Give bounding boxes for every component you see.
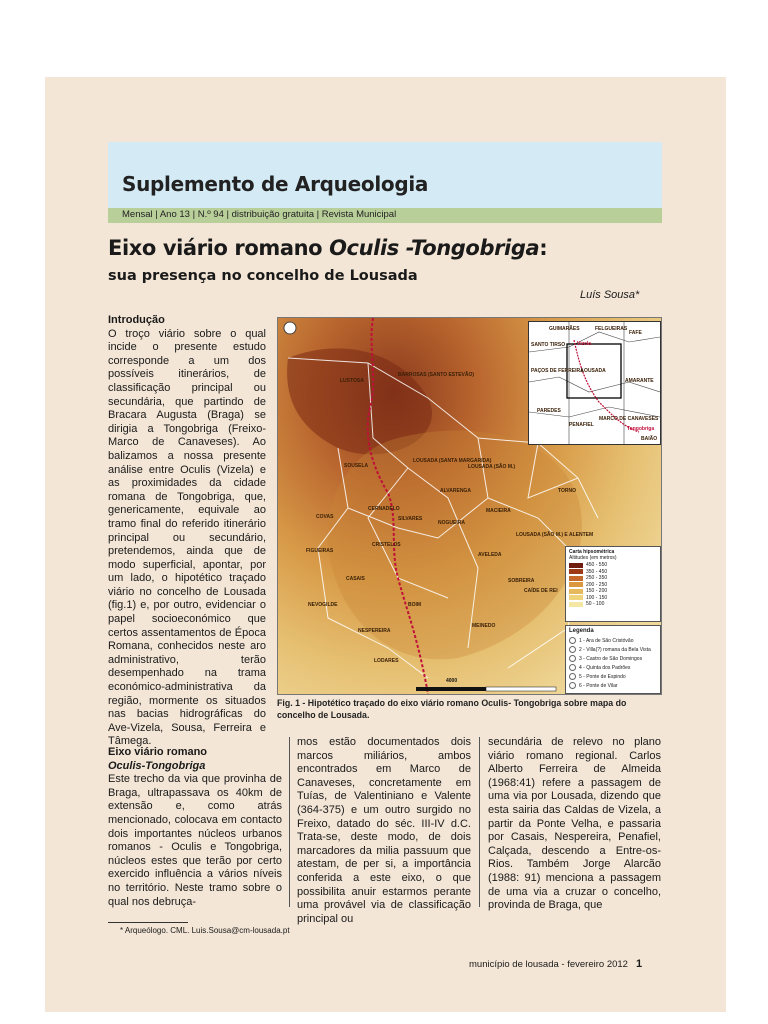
colorkey-rows bbox=[566, 562, 660, 608]
colorkey-label: 150 - 200 bbox=[586, 588, 608, 595]
legend-item bbox=[566, 663, 660, 672]
map-place-label: COVAS bbox=[316, 514, 334, 520]
legend-label: 3 - Castro de São Domingos bbox=[579, 655, 643, 662]
colorkey-swatch bbox=[569, 595, 583, 600]
page-number: 1 bbox=[635, 958, 643, 970]
colorkey-swatch bbox=[569, 589, 583, 594]
legend-circle-icon bbox=[569, 682, 576, 689]
column-1 bbox=[108, 314, 266, 749]
colorkey-label: 200 - 250 bbox=[586, 581, 608, 588]
colorkey-subtitle: Altitudes (em metros) bbox=[569, 555, 617, 561]
map-place-label: TORNO bbox=[558, 488, 576, 494]
legend-label: 2 - Villa(?) romana da Bela Vista bbox=[579, 646, 651, 653]
colorkey-label: 100 - 150 bbox=[586, 594, 608, 601]
intro-heading: Introdução bbox=[108, 314, 165, 326]
map-place-label: CERNADELO bbox=[368, 506, 400, 512]
figure-caption: Fig. 1 - Hipotético traçado do eixo viário romano Oculis- Tongobriga sobre mapa do concelho de Lousada. bbox=[277, 698, 627, 720]
legend-circle-icon bbox=[569, 655, 576, 662]
section-subheading: Oculis-Tongobriga bbox=[108, 759, 206, 772]
legend-label: 1 - Ara de São Cristóvão bbox=[579, 637, 634, 644]
legend-title: Legenda bbox=[569, 628, 594, 634]
map-place-label: MACIEIRA bbox=[486, 508, 511, 514]
map-place-label: BARROSAS (SANTO ESTEVÃO) bbox=[398, 372, 475, 378]
inset-label: PENAFIEL bbox=[569, 422, 594, 428]
inset-label: BAIÃO bbox=[641, 436, 658, 442]
map-place-label: AVELEDA bbox=[478, 552, 502, 558]
footnote-rule bbox=[108, 922, 188, 923]
colorkey-label: 250 - 350 bbox=[586, 575, 608, 582]
column-1-section bbox=[108, 746, 282, 909]
inset-label: PAREDES bbox=[537, 408, 561, 414]
map-legend bbox=[565, 625, 661, 694]
inset-label: FAFE bbox=[629, 330, 642, 336]
map-place-label: LOUSADA (SANTA MARGARIDA) bbox=[413, 458, 492, 464]
map-place-label: BOIM bbox=[408, 602, 422, 608]
inset-label: MARCO DE CANAVESES bbox=[599, 416, 659, 422]
column-2 bbox=[297, 736, 471, 926]
legend-circle-icon bbox=[569, 673, 576, 680]
legend-item bbox=[566, 681, 660, 690]
inset-label: FELGUEIRAS bbox=[595, 326, 628, 332]
article-title-plain: Eixo viário romano bbox=[108, 236, 330, 260]
section-heading: Eixo viário romano bbox=[108, 746, 208, 758]
map-place-label: SOBREIRA bbox=[508, 578, 535, 584]
supplement-title: Suplemento de Arqueologia bbox=[122, 172, 429, 196]
legend-item bbox=[566, 645, 660, 654]
article-subtitle: sua presença no concelho de Lousada bbox=[108, 268, 418, 284]
legend-circle-icon bbox=[569, 637, 576, 644]
inset-label: LOUSADA bbox=[581, 368, 606, 374]
folio bbox=[469, 958, 642, 970]
article-title-colon: : bbox=[539, 236, 548, 260]
map-place-label: LOUSADA (SÃO M.) bbox=[468, 464, 516, 470]
folio-text: município de lousada - fevereiro 2012 bbox=[469, 959, 628, 970]
altitude-color-key bbox=[565, 546, 661, 622]
colorkey-swatch bbox=[569, 576, 583, 581]
map-place-label: CAÍDE DE REI bbox=[524, 588, 558, 594]
map-place-label: LOUSADA (SÃO M.) E ALENTEM bbox=[516, 532, 594, 538]
column-rule bbox=[289, 737, 290, 907]
map-place-label: NESPEREIRA bbox=[358, 628, 391, 634]
footnote: * Arqueólogo. CML. Luis.Sousa@cm-lousada.pt bbox=[120, 926, 290, 935]
colorkey-label: 50 - 100 bbox=[586, 601, 605, 608]
colorkey-title: Carta hipsométrica bbox=[569, 549, 615, 555]
colorkey-swatch bbox=[569, 582, 583, 587]
map-place-label: CASAIS bbox=[346, 576, 365, 582]
author: Luís Sousa* bbox=[580, 289, 640, 301]
map-place-label: SOUSELA bbox=[344, 463, 369, 469]
map-place-label: ALVARENGA bbox=[440, 488, 471, 494]
colorkey-swatch bbox=[569, 569, 583, 574]
colorkey-label: 450 - 550 bbox=[586, 562, 608, 569]
legend-circle-icon bbox=[569, 664, 576, 671]
map-place-label: NEVOGILDE bbox=[308, 602, 338, 608]
legend-item bbox=[566, 654, 660, 663]
map-place-label: FIGUEIRAS bbox=[306, 548, 334, 554]
location-inset-map bbox=[528, 321, 661, 445]
legend-item bbox=[566, 672, 660, 681]
map-place-label: MEINEDO bbox=[472, 623, 496, 629]
map-place-label: SILVARES bbox=[398, 516, 423, 522]
legend-circle-icon bbox=[569, 646, 576, 653]
lousada-map bbox=[277, 317, 662, 695]
column-rule bbox=[479, 737, 480, 907]
intro-text: O troço viário sobre o qual incide o presente estudo corresponde a um dos possíveis itinerários, de classificação principal ou secundária, que partindo de Bracara Augusta (Braga) se dirigia a Tongobriga (Freixo-Marco de Canaveses). Ao balizamos a nossa presente análise entre Oculis (Vizela) e as proximidades da cidade romana de Tongobriga, que, genericamente, equivale ao tramo final do referido itinerário principal ou secundário, pretendemos, ainda que de modo superficial, apontar, por um lado, o hipotético traçado viário no concelho de Lousada (fig.1) e, por outro, evidenciar o papel socioeconómico que certos assentamentos de Época Romana, conhecidos neste aro administrativo, terão desempenhado na trama económico-administrativa da região, mormente os situados nas bacias hidrográficas do Ave-Vizela, Sousa, Ferreira e Tâmega. bbox=[108, 327, 266, 748]
colorkey-swatch bbox=[569, 563, 583, 568]
legend-rows bbox=[566, 636, 660, 690]
inset-label: PAÇOS DE FERREIRA bbox=[531, 368, 584, 374]
map-place-label: LODARES bbox=[374, 658, 399, 664]
legend-item bbox=[566, 636, 660, 645]
inset-label: AMARANTE bbox=[625, 378, 654, 384]
column-2-text: mos estão documentados dois marcos miliários, ambos encontrados em Marco de Canaveses, concretamente em Tuías, de Valentiniano e Valente (364-375) e um outro surgido no Freixo, datado do séc. III-IV d.C. Trata-se, deste modo, de dois marcadores da milia passuum que atestam, de per si, a importância conferida a este eixo, o que possibilita anuir estarmos perante uma provável via de classificação principal ou bbox=[297, 736, 471, 925]
colorkey-swatch bbox=[569, 602, 583, 607]
colorkey-item bbox=[566, 601, 660, 608]
inset-label: Tongobriga bbox=[627, 426, 655, 432]
colorkey-label: 350 - 450 bbox=[586, 568, 608, 575]
map-place-label: NOGUEIRA bbox=[438, 520, 465, 526]
column-3 bbox=[488, 736, 661, 913]
inset-label: Vizela bbox=[577, 341, 592, 347]
legend-label: 5 - Ponte de Espindo bbox=[579, 673, 626, 680]
article-title bbox=[108, 236, 547, 260]
inset-label: SANTO TIRSO bbox=[531, 342, 566, 348]
meta-strip bbox=[108, 208, 662, 223]
map-place-label: LUSTOSA bbox=[340, 378, 364, 384]
scale-label: 4000 bbox=[446, 678, 458, 684]
map-place-label: CRISTELOS bbox=[372, 542, 401, 548]
inset-label: GUIMARÃES bbox=[549, 326, 580, 332]
meta-text: Mensal | Ano 13 | N.º 94 | distribuição gratuita | Revista Municipal bbox=[122, 209, 397, 220]
article-title-italic: Oculis -Tongobriga bbox=[329, 236, 540, 260]
column-3-text: secundária de relevo no plano viário romano regional. Carlos Alberto Ferreira de Almeida (1968:41) refere a passagem de uma via por Lousada, dizendo que esta sairia das Caldas de Vizela, a partir da Ponte Velha, e passaria por Casais, Nespereira, Penafiel, Calçada, descendo a Entre-os-Rios. Também Jorge Alarcão (1988: 91) menciona a passagem de uma via a cruzar o concelho, provinda de Braga, que bbox=[488, 736, 661, 912]
legend-label: 4 - Quinta dos Padrões bbox=[579, 664, 631, 671]
legend-label: 6 - Ponte de Vilar bbox=[579, 682, 618, 689]
section-text: Este trecho da via que provinha de Braga, ultrapassava os 40km de extensão e, como atrás mencionado, colocava em contacto dois importantes núcleos urbanos romanos - Oculis e Tongobriga, núcleos estes que terão por certo exercido influência a vários níveis no território. Neste tramo sobre o qual nos debruça- bbox=[108, 773, 282, 908]
supplement-banner bbox=[108, 142, 662, 208]
